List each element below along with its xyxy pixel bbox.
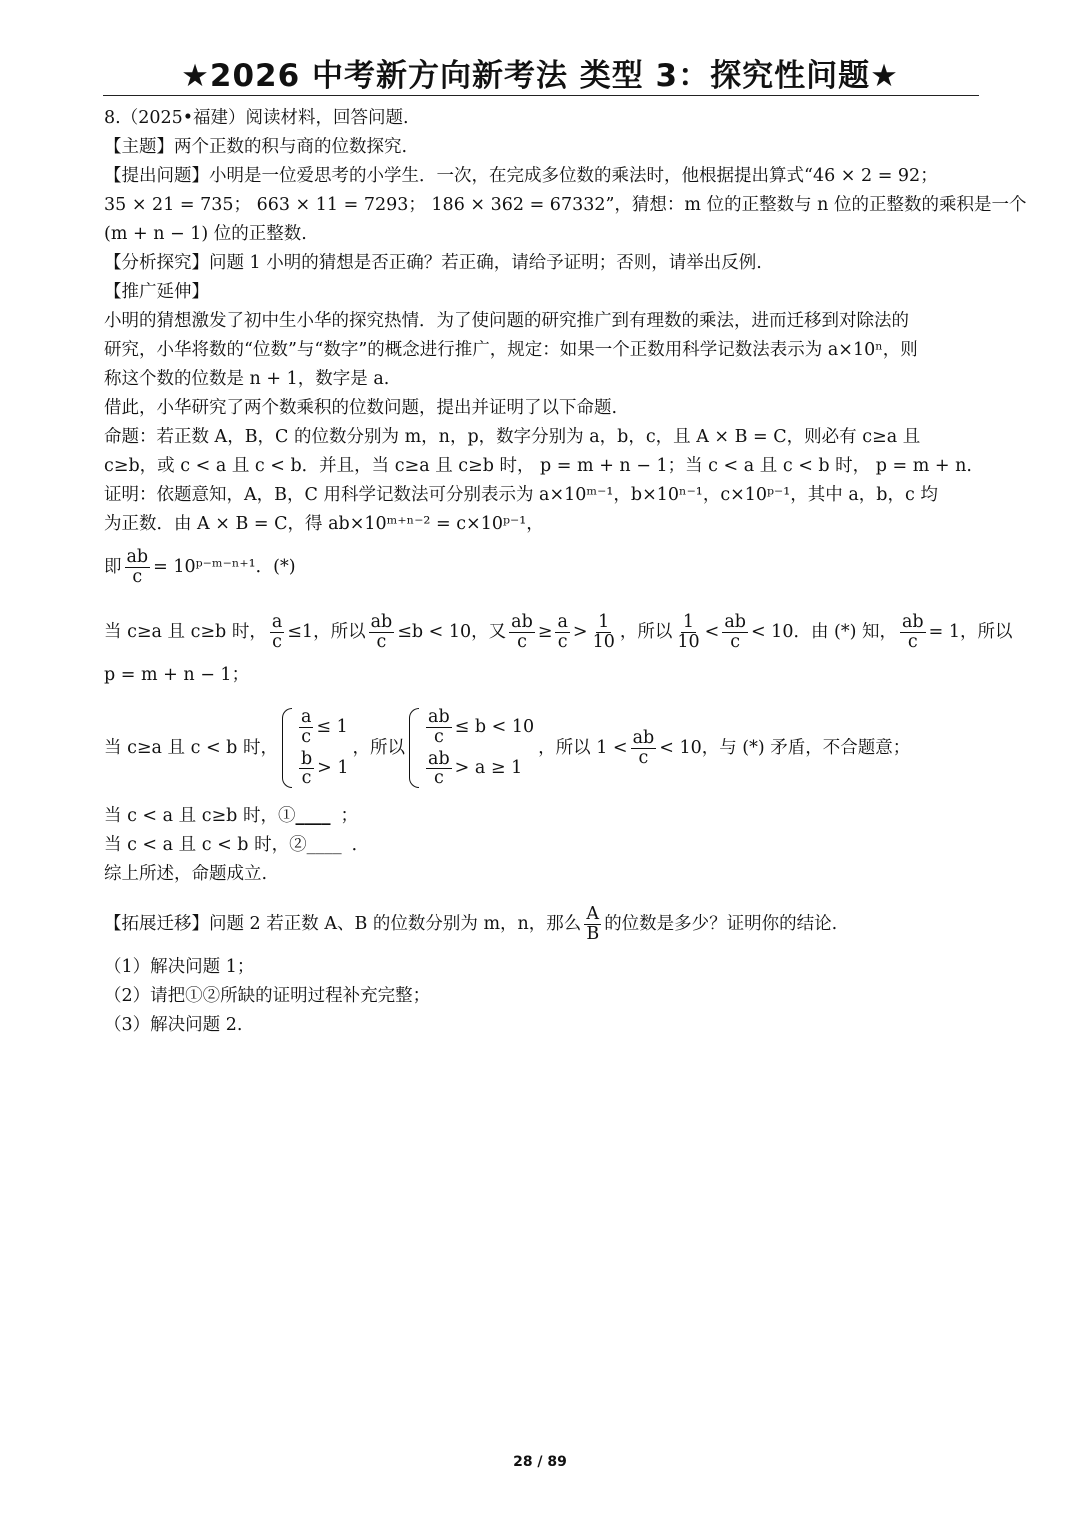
system-row <box>423 708 534 746</box>
system-1-row-2-rel: > 1 <box>317 758 349 779</box>
case-1-text-8: = 1，所以 <box>928 621 1013 642</box>
fraction-1-over-10 <box>591 613 617 651</box>
denominator: c <box>907 631 918 652</box>
case-1-text-4: > <box>572 621 588 642</box>
system-2-row-2-rel: > a ≥ 1 <box>454 758 523 779</box>
system-row <box>423 750 534 788</box>
denominator: c <box>301 726 312 747</box>
case-1-end: p = m + n − 1； <box>104 665 250 685</box>
transfer-text-1: 【拓展迁移】问题 2 若正数 A、B 的位数分别为 m，n，那么 <box>104 913 582 934</box>
case-2-line <box>104 694 980 802</box>
system-rows <box>296 708 349 788</box>
fraction-1-over-10 <box>675 613 701 651</box>
case-1-text-3: ≥ <box>537 621 553 642</box>
case-2-text-2: < 10，与 (*) 矛盾，不合题意； <box>659 737 911 758</box>
transfer-line <box>104 895 980 953</box>
topic-line: 【主题】两个正数的积与商的位数探究. <box>104 137 408 157</box>
numerator: A <box>586 904 600 925</box>
fraction-a-over-c <box>299 708 313 746</box>
analysis-line: 【分析探究】问题 1 小明的猜想是否正确？若正确，请给予证明；否则，请举出反例. <box>104 253 762 273</box>
extend-line-1: 小明的猜想激发了初中生小华的探究热情．为了使问题的研究推广到有理数的乘法，进而迁移到对除法的 <box>104 311 909 331</box>
system-1-row-1-rel: ≤ 1 <box>316 716 348 737</box>
numerator: a <box>300 707 312 728</box>
fraction-ab-over-c <box>722 613 748 651</box>
numerator: 1 <box>682 612 695 633</box>
fraction-ab-over-c <box>631 729 657 767</box>
numerator: a <box>271 612 283 633</box>
case-1-text-2: ≤b < 10，又 <box>397 621 507 642</box>
system-rows <box>423 708 534 788</box>
proof-line-1: 证明：依题意知，A，B，C 用科学记数法可分别表示为 a×10ᵐ⁻¹，b×10ⁿ⁻¹，c×10ᵖ⁻¹，其中 a，b，c 均 <box>104 485 938 505</box>
problem-intro: 8.（2025•福建）阅读材料，回答问题. <box>104 108 409 128</box>
denominator: c <box>517 631 527 652</box>
fraction-ab-over-c <box>426 750 452 788</box>
case-3-end: ； <box>340 806 358 826</box>
case-1-text-6: < <box>704 621 720 642</box>
fraction-ab-over-c <box>426 708 452 746</box>
equation-prefix: 即 <box>104 556 122 577</box>
extend-line-3: 称这个数的位数是 n + 1，数字是 a. <box>104 369 390 389</box>
case-2-text-1: ，所以 1 < <box>538 737 628 758</box>
fraction-ab-over-c <box>369 613 395 651</box>
left-brace <box>282 708 292 788</box>
denominator: 10 <box>592 631 615 652</box>
header-rule <box>103 95 979 96</box>
denominator: c <box>272 631 282 652</box>
case-4-text: 当 c < a 且 c < b 时，② <box>104 835 307 855</box>
equation-star <box>104 539 980 595</box>
denominator: c <box>433 768 444 789</box>
fraction-ab-over-c <box>125 548 151 586</box>
transfer-text-2: 的位数是多少？证明你的结论. <box>604 913 838 934</box>
question-line-1: 【提出问题】小明是一位爱思考的小学生．一次，在完成多位数的乘法时，他根据提出算式“46 × 2 = 92； <box>104 166 938 186</box>
denominator: 10 <box>677 631 700 652</box>
numerator: ab <box>370 612 393 633</box>
system-row <box>296 750 349 788</box>
fraction-ab-over-c <box>900 613 926 651</box>
case-1-text-7: < 10．由 (*) 知， <box>750 621 897 642</box>
numerator: ab <box>126 547 149 568</box>
extend-line-2: 研究，小华将数的“位数”与“数字”的概念进行推广，规定：如果一个正数用科学记数法表示为 a×10ⁿ，则 <box>104 340 918 360</box>
numerator: a <box>557 612 568 633</box>
denominator: c <box>132 566 143 587</box>
question-line-3: (m + n − 1) 位的正整数. <box>104 224 307 244</box>
case-1-line <box>104 603 1013 661</box>
denominator: B <box>586 923 600 944</box>
denominator: c <box>730 631 741 652</box>
case-4-line <box>104 831 980 860</box>
numerator: ab <box>511 612 533 633</box>
blank-2[interactable]: ____ <box>306 835 342 855</box>
blank-1[interactable]: ____ <box>295 806 331 826</box>
system-1 <box>282 708 349 788</box>
equation-rhs: = 10ᵖ⁻ᵐ⁻ⁿ⁺¹．(*) <box>153 556 296 577</box>
case-3-text: 当 c < a 且 c≥b 时，① <box>104 806 296 826</box>
page-title: ★2026 中考新方向新考法 类型 3：探究性问题★ <box>181 58 899 94</box>
fraction-a-over-c <box>555 613 569 651</box>
task-2: （2）请把①②所缺的证明过程补充完整； <box>104 986 431 1006</box>
system-2 <box>409 708 534 788</box>
numerator: ab <box>724 612 746 633</box>
system-2-row-1-rel: ≤ b < 10 <box>454 716 535 737</box>
denominator: c <box>557 631 568 652</box>
case-1-text-1: ≤1，所以 <box>287 621 366 642</box>
case-3-line <box>104 802 980 831</box>
problem-body <box>104 104 1027 1040</box>
denominator: c <box>433 726 444 747</box>
fraction-a-over-c <box>270 613 284 651</box>
numerator: ab <box>428 749 450 769</box>
case-2-prefix: 当 c≥a 且 c < b 时， <box>104 737 278 758</box>
numerator: b <box>300 749 313 769</box>
task-3: （3）解决问题 2. <box>104 1015 243 1035</box>
proof-line-2: 为正数．由 A × B = C，得 ab×10ᵐ⁺ⁿ⁻² = c×10ᵖ⁻¹， <box>104 514 544 534</box>
conclusion-line: 综上所述，命题成立. <box>104 864 268 884</box>
case-4-end: ． <box>351 835 370 855</box>
extend-line-4: 借此，小华研究了两个数乘积的位数问题，提出并证明了以下命题. <box>104 398 618 418</box>
page-number: 28 / 89 <box>513 1454 567 1470</box>
denominator: c <box>376 631 387 652</box>
question-line-2: 35 × 21 = 735； 663 × 11 = 7293； 186 × 362 = 67332”，猜想：m 位的正整数与 n 位的正整数的乘积是一个 <box>104 195 1027 215</box>
fraction-ab-over-c <box>509 613 535 651</box>
numerator: ab <box>901 612 924 633</box>
left-brace <box>409 708 419 788</box>
case-1-text-5: ，所以 <box>619 621 673 642</box>
case-1-prefix: 当 c≥a 且 c≥b 时， <box>104 621 267 642</box>
fraction-A-over-B <box>584 905 601 943</box>
proposition-line-2: c≥b，或 c < a 且 c < b．并且，当 c≥a 且 c≥b 时， p = m + n − 1；当 c < a 且 c < b 时， p = m + n. <box>104 456 972 476</box>
denominator: c <box>301 768 312 789</box>
proposition-line-1: 命题：若正数 A，B，C 的位数分别为 m，n，p，数字分别为 a，b，c，且 A × B = C，则必有 c≥a 且 <box>104 427 921 447</box>
system-row <box>296 708 349 746</box>
numerator: ab <box>632 728 655 749</box>
fraction-b-over-c <box>299 750 314 788</box>
numerator: ab <box>428 707 450 728</box>
case-2-so: ，所以 <box>352 737 406 758</box>
denominator: c <box>638 747 649 768</box>
extend-heading: 【推广延伸】 <box>104 282 209 302</box>
numerator: 1 <box>598 612 610 633</box>
task-1: （1）解决问题 1； <box>104 957 255 977</box>
